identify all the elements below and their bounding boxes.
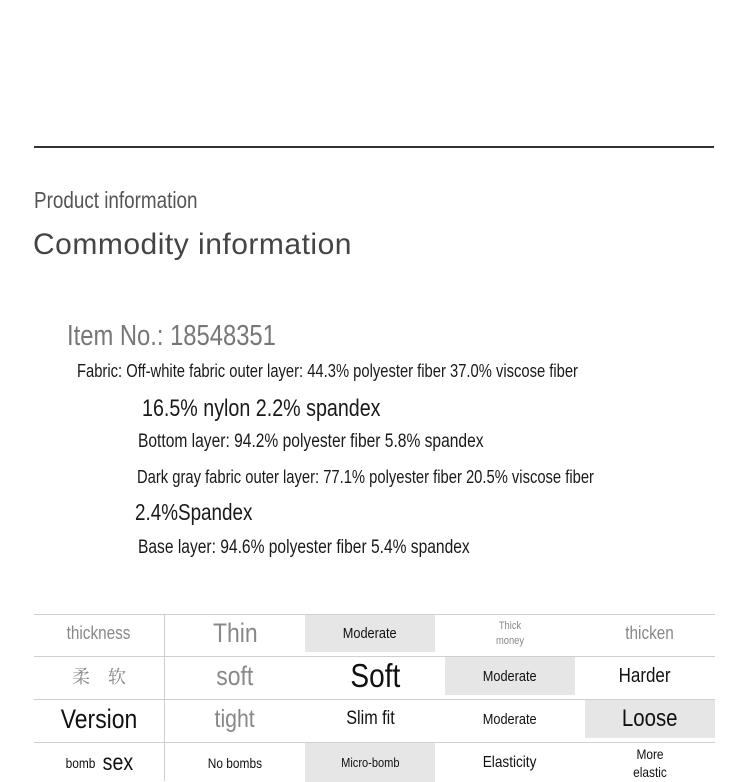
option-cell: Slim fit (345, 708, 395, 729)
option-cell: Thick money (495, 619, 525, 647)
table-row-version (34, 699, 715, 738)
option-cell-selected: Moderate (445, 657, 575, 695)
option-cell-selected: Moderate (305, 615, 435, 652)
row-label: thickness (67, 623, 131, 643)
table-row-softness (34, 656, 715, 695)
section-label: Product information (34, 187, 198, 213)
fabric-line: 2.4%Spandex (135, 499, 253, 525)
option-cell: Harder (619, 664, 671, 687)
option-cell: More elastic (633, 745, 667, 780)
table-row-thickness (34, 614, 715, 652)
option-cell-selected: Micro-bomb (305, 743, 435, 782)
option-cell: Moderate (483, 710, 537, 728)
fabric-line: Base layer: 94.6% polyester fiber 5.4% spandex (138, 537, 470, 558)
option-cell: No bombs (207, 754, 263, 771)
option-cell: Soft (350, 657, 400, 694)
fabric-line: Dark gray fabric outer layer: 77.1% polyester fiber 20.5% viscose fiber (137, 467, 594, 487)
item-number: Item No.: 18548351 (67, 320, 276, 352)
row-label: 柔 软 (72, 667, 126, 688)
fabric-line: Fabric: Off-white fabric outer layer: 44.3% polyester fiber 37.0% viscose fiber (77, 361, 578, 381)
table-row-elasticity (34, 742, 715, 782)
option-cell-selected: Loose (585, 700, 715, 738)
section-title: Commodity information (33, 228, 352, 261)
row-label: bomb sex (65, 749, 133, 775)
row-label: Version (60, 703, 138, 734)
option-cell: Elasticity (483, 753, 537, 771)
fabric-line: Bottom layer: 94.2% polyester fiber 5.8% spandex (138, 431, 484, 452)
section-divider (34, 146, 714, 148)
option-cell: tight (214, 704, 256, 733)
option-cell: soft (216, 660, 254, 691)
option-cell: thicken (625, 623, 675, 643)
option-cell: Thin (212, 618, 258, 648)
fabric-line: 16.5% nylon 2.2% spandex (142, 395, 381, 422)
